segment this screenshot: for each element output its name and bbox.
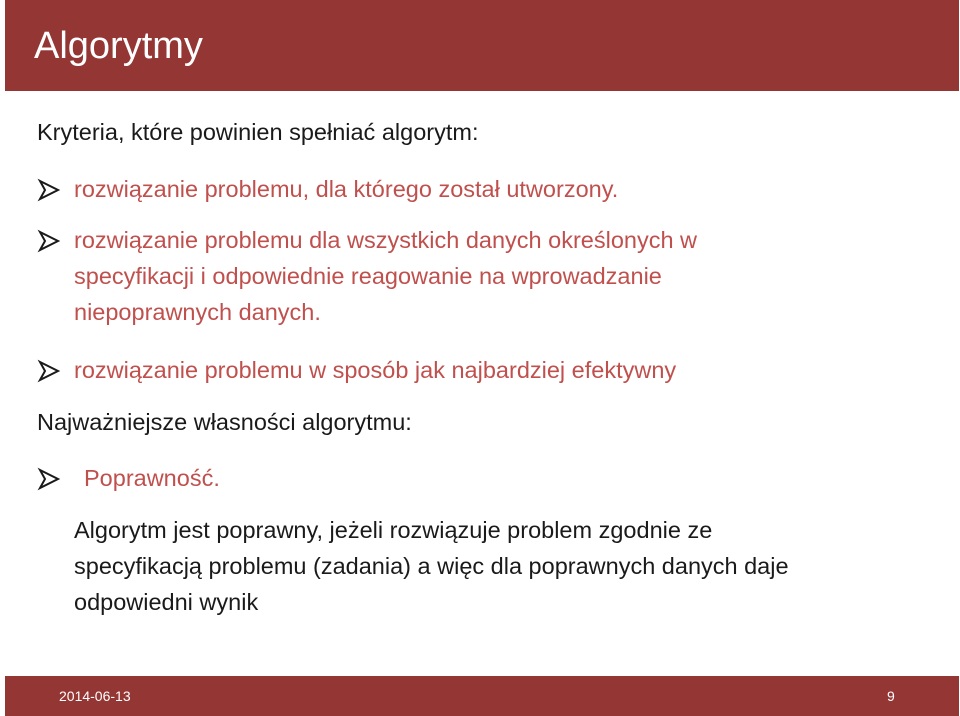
slide-title: Algorytmy xyxy=(34,25,203,67)
arrow-bullet-icon xyxy=(37,229,61,253)
arrow-bullet-icon xyxy=(37,359,61,383)
property-1-description-line-1: Algorytm jest poprawny, jeżeli rozwiązuje problem zgodnie ze xyxy=(74,517,713,543)
criterion-2-line-1: rozwiązanie problemu dla wszystkich danych określonych w xyxy=(74,227,698,253)
criterion-1-line-1: rozwiązanie problemu, dla którego został utworzony. xyxy=(74,176,619,202)
page-number: 9 xyxy=(887,688,895,704)
properties-heading: Najważniejsze własności algorytmu: xyxy=(37,409,412,435)
criterion-2-line-2: specyfikacji i odpowiednie reagowanie na wprowadzanie xyxy=(74,263,662,289)
property-1-description-line-2: specyfikacją problemu (zadania) a więc dla poprawnych danych daje xyxy=(74,553,789,579)
criteria-heading: Kryteria, które powinien spełniać algorytm: xyxy=(37,119,479,145)
criterion-2-line-3: niepoprawnych danych. xyxy=(74,299,321,325)
criterion-3-line-1: rozwiązanie problemu w sposób jak najbardziej efektywny xyxy=(74,357,677,383)
property-1-description-line-3: odpowiedni wynik xyxy=(74,589,259,615)
arrow-bullet-icon xyxy=(37,178,61,202)
arrow-bullet-icon xyxy=(37,467,61,491)
footer-date: 2014-06-13 xyxy=(59,688,131,704)
property-1-name: Poprawność. xyxy=(84,465,220,491)
footer-bar xyxy=(5,676,959,716)
